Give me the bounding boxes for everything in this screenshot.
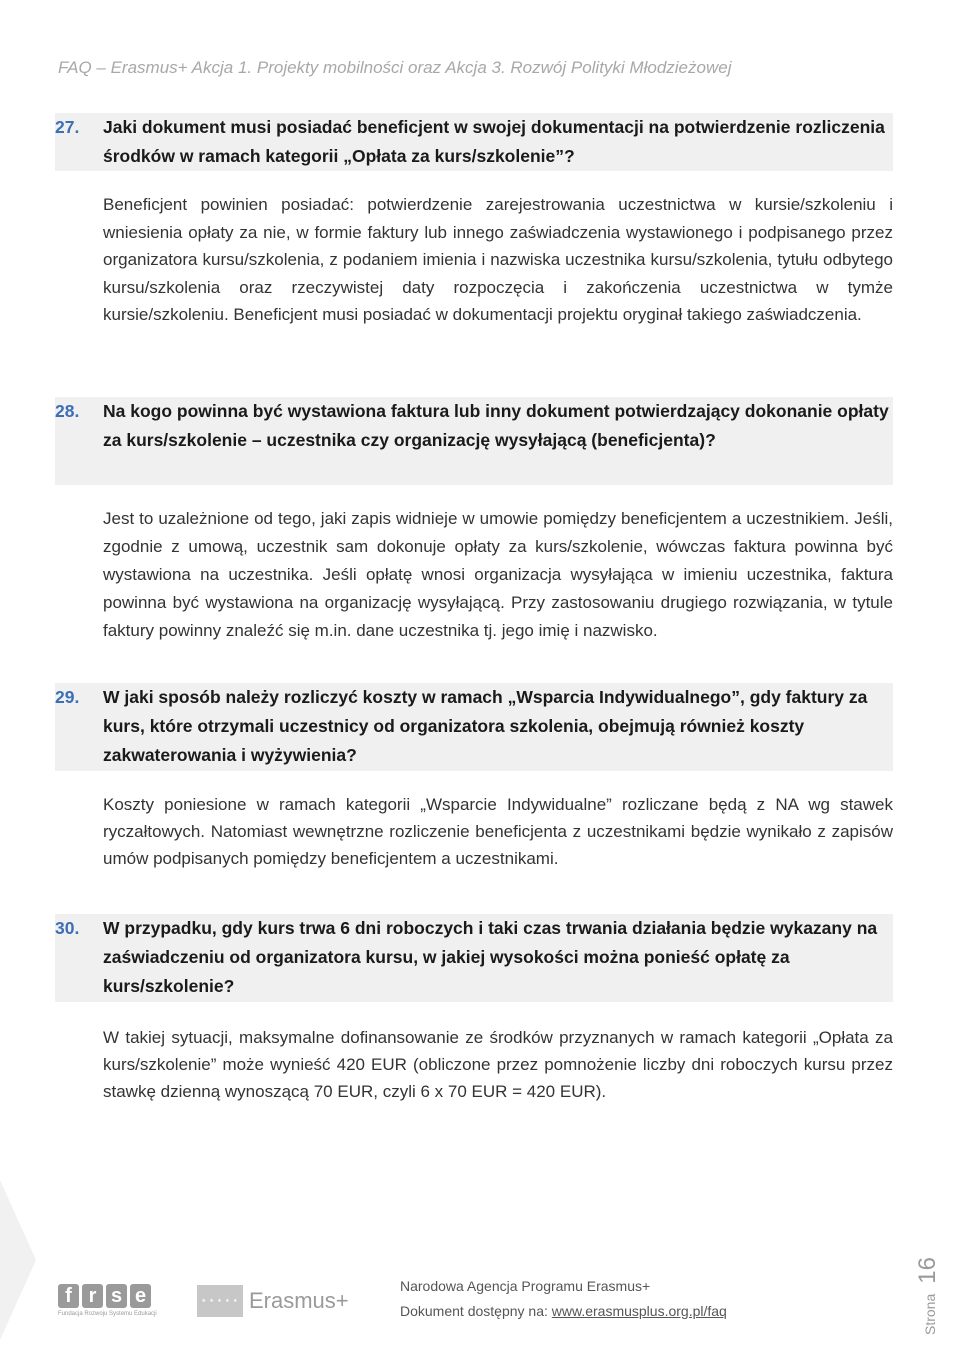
answer-paragraph: Beneficjent powinien posiadać: potwierdzenie zarejestrowania uczestnictwa w kursie/szkoleniu i wniesienia opłaty za nie, w formie faktury lub innego zaświadczenia wystawionego i podpisanego przez organizatora kursu/szkolenia, z podaniem imienia i nazwiska uczestnika kursu/szkolenia, tytułu odbytego kursu/szkolenia oraz rzeczywistej daty rozpoczęcia i zakończenia uczestnictwa w tymże kursie/szkoleniu. Beneficjent musi posiadać w dokumentacji projektu oryginał takiego zaświadczenia. xyxy=(103,195,893,324)
agency-name: Narodowa Agencja Programu Erasmus+ xyxy=(400,1278,651,1294)
page-number: 16 xyxy=(914,1257,941,1284)
document-availability xyxy=(400,1303,727,1319)
faq-link[interactable]: www.erasmusplus.org.pl/faq xyxy=(551,1303,727,1319)
frse-subtitle: Fundacja Rozwoju Systemu Edukacji xyxy=(58,1311,157,1317)
faq-answer xyxy=(103,791,893,872)
frse-letter: s xyxy=(106,1284,127,1308)
question-text: W jaki sposób należy rozliczyć koszty w ramach „Wsparcia Indywidualnego”, gdy faktury za kurs, które otrzymali uczestnicy od organizatora szkolenia, obejmują również koszty zakwaterowania i wyżywienia? xyxy=(103,687,868,765)
doc-label: Dokument dostępny na: xyxy=(400,1303,552,1319)
frse-logo-letters xyxy=(58,1284,154,1308)
footer-decoration xyxy=(0,1180,36,1340)
frse-letter: r xyxy=(82,1284,103,1308)
frse-letter: f xyxy=(58,1284,79,1308)
erasmus-logo xyxy=(197,1285,349,1317)
faq-answer xyxy=(103,1024,893,1105)
faq-question xyxy=(55,113,893,171)
faq-question xyxy=(55,914,893,1002)
faq-item-29 xyxy=(55,683,893,872)
faq-answer xyxy=(103,191,893,329)
eu-stars: ★ ★ ★ ★ ★ xyxy=(201,1298,239,1304)
question-text: Na kogo powinna być wystawiona faktura lub inny dokument potwierdzający dokonanie opłaty za kurs/szkolenie – uczestnika czy organizację wysyłającą (beneficjenta)? xyxy=(103,401,889,450)
question-number: 29. xyxy=(55,687,80,707)
page-label: Strona xyxy=(922,1293,938,1335)
answer-paragraph: W takiej sytuacji, maksymalne dofinansowanie ze środków przyznanych w ramach kategorii „Opłata za kurs/szkolenie” może wynieść 420 EUR (obliczone przez pomnożenie liczby dni roboczych kursu przez stawkę dzienną wynoszącą 70 EUR, czyli 6 x 70 EUR = 420 EUR). xyxy=(103,1028,893,1101)
page-indicator xyxy=(914,1257,942,1335)
frse-logo xyxy=(58,1284,157,1320)
question-number: 30. xyxy=(55,918,80,938)
erasmus-logo-text: Erasmus+ xyxy=(249,1288,349,1313)
faq-item-27 xyxy=(55,113,893,329)
page-header: FAQ – Erasmus+ Akcja 1. Projekty mobilności oraz Akcja 3. Rozwój Polityki Młodzieżowej xyxy=(58,58,732,77)
faq-item-30 xyxy=(55,914,893,1105)
question-number: 28. xyxy=(55,401,80,421)
question-number: 27. xyxy=(55,117,80,137)
question-text: Jaki dokument musi posiadać beneficjent w swojej dokumentacji na potwierdzenie rozliczenia środków w ramach kategorii „Opłata za kurs/szkolenie”? xyxy=(103,117,885,166)
answer-paragraph: Koszty poniesione w ramach kategorii „Wsparcie Indywidualne” rozliczane będą z NA wg stawek ryczałtowych. Natomiast wewnętrzne rozliczenie beneficjenta z uczestnikami będzie wynikało z zapisów umów podpisanych pomiędzy beneficjentem a uczestnikami. xyxy=(103,795,893,868)
eu-flag-icon xyxy=(197,1285,243,1317)
faq-answer xyxy=(103,505,893,645)
answer-paragraph: Jest to uzależnione od tego, jaki zapis widnieje w umowie pomiędzy beneficjentem a uczestnikiem. Jeśli, zgodnie z umową, uczestnik sam dokonuje opłaty za kurs/szkolenie, wówczas faktura powinna być wystawiona na uczestnika. Jeśli opłatę wnosi organizacja wysyłająca w imieniu uczestnika, faktura powinna być wystawiona na organizację wysyłającą. Przy zastosowaniu drugiego rozwiązania, w tytule faktury powinny znaleźć się m.in. dane uczestnika tj. jego imię i nazwisko. xyxy=(103,509,893,640)
faq-question xyxy=(55,397,893,485)
faq-question xyxy=(55,683,893,771)
question-text: W przypadku, gdy kurs trwa 6 dni roboczych i taki czas trwania działania będzie wykazany na zaświadczeniu od organizatora kursu, w jakiej wysokości można ponieść opłatę za kurs/szkolenie? xyxy=(103,918,878,996)
frse-letter: e xyxy=(130,1284,151,1308)
faq-item-28 xyxy=(55,397,893,645)
